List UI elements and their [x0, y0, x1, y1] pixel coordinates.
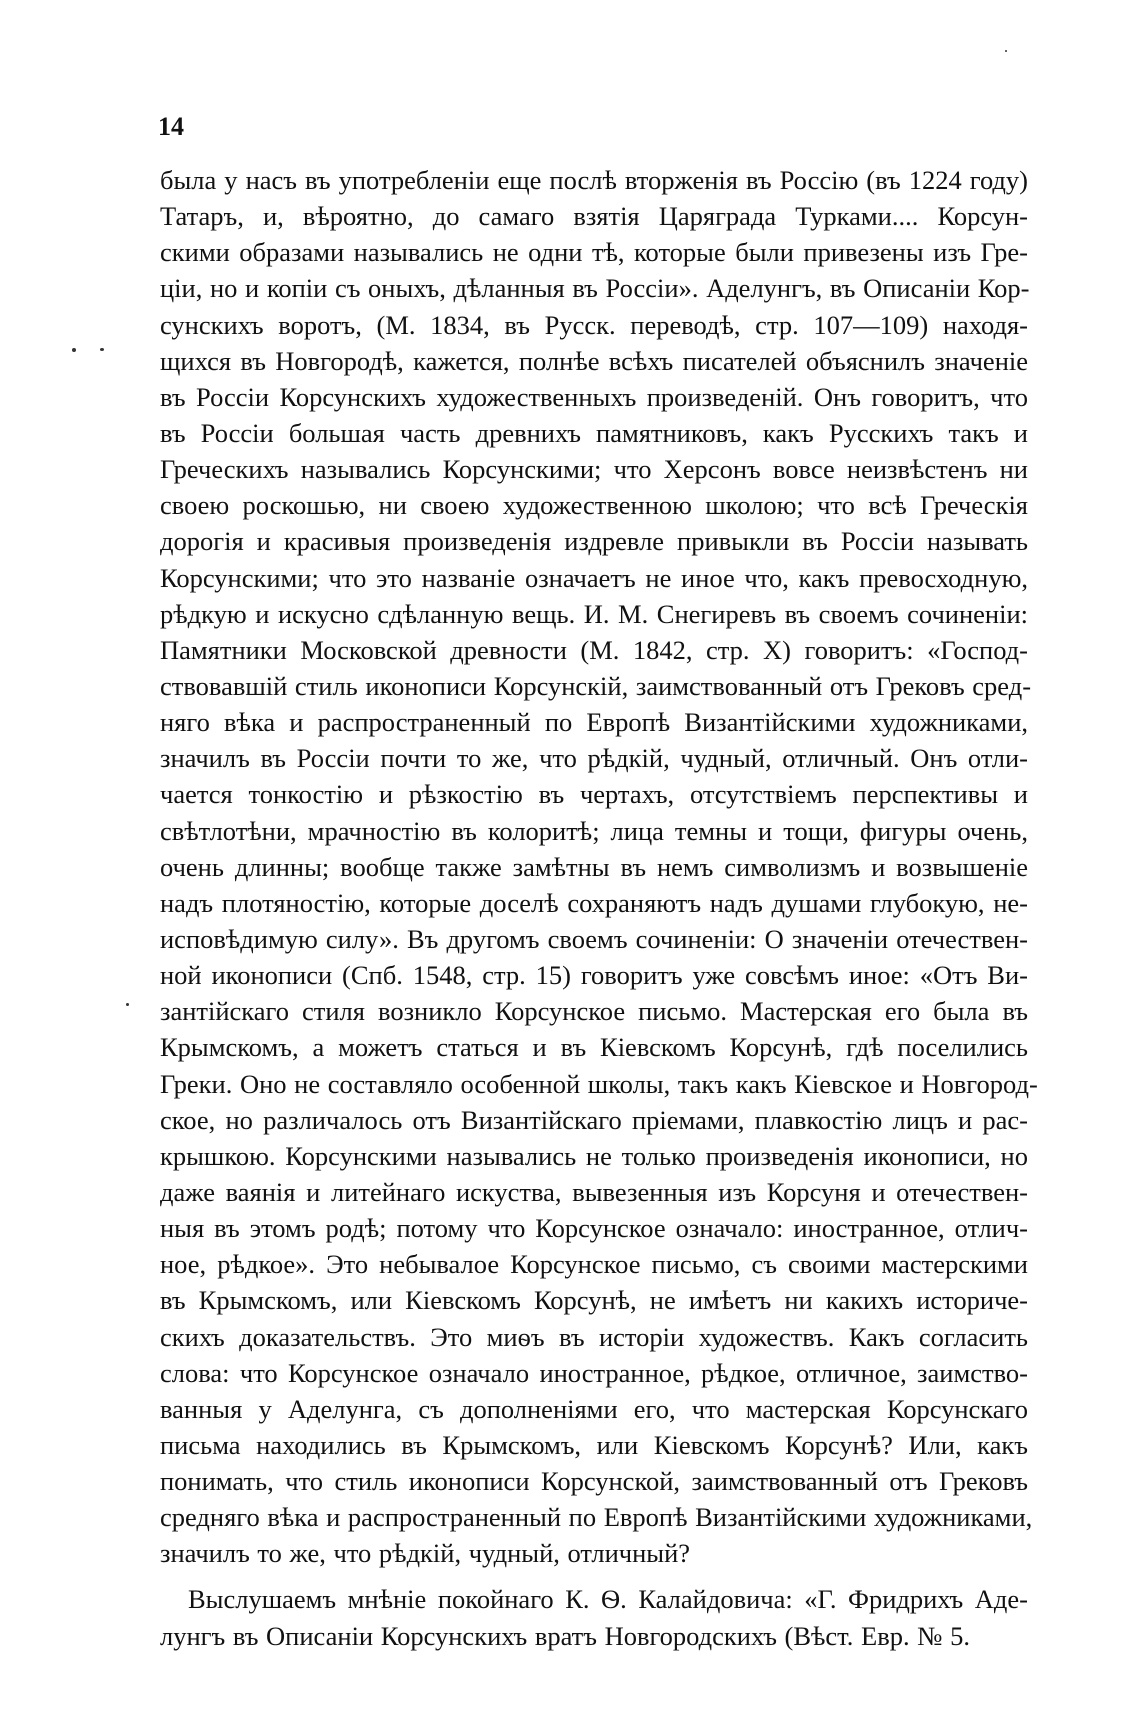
- text-line: зантійскаго стиля возникло Корсунское письмо. Мастерская его была въ: [160, 996, 1028, 1027]
- text-line: Греки. Оно не составляло особенной школы, такъ какъ Кіевское и Новгород-: [160, 1068, 1038, 1099]
- text-line: сунскихъ воротъ, (М. 1834, въ Русск. переводѣ, стр. 107—109) находя-: [160, 309, 1028, 340]
- text-line: ное, рѣдкое». Это небывалое Корсунское письмо, съ своими мастерскими: [160, 1249, 1028, 1280]
- text-line: ціи, но и копіи съ оныхъ, дѣланныя въ Россіи». Аделунгъ, въ Описаніи Кор-: [160, 273, 1030, 304]
- text-line: Греческихъ назывались Корсунскими; что Херсонъ вовсе неизвѣстенъ ни: [160, 454, 1028, 485]
- page-number: 14: [158, 112, 184, 141]
- text-line: надъ плотяностію, которые доселѣ сохраняютъ надъ душами глубокую, не-: [160, 887, 1028, 918]
- text-line: была у насъ въ употребленіи еще послѣ вторженія въ Россію (въ 1224 году): [160, 165, 1028, 195]
- scan-speck: [126, 1003, 129, 1006]
- text-line: скихъ доказательствъ. Это миѳъ въ исторіи художествъ. Какъ согласить: [160, 1321, 1028, 1352]
- text-line: свѣтлотѣни, мрачностію въ колоритѣ; лица темны и тощи, фигуры очень,: [160, 815, 1028, 846]
- text-line: Выслушаемъ мнѣніе покойнаго К. Ѳ. Калайдовича: «Г. Фридрихъ Аде-: [188, 1584, 1028, 1615]
- text-line: въ Крымскомъ, или Кіевскомъ Корсунѣ, не имѣетъ ни какихъ историче-: [160, 1285, 1028, 1316]
- text-line: крышкою. Корсунскими назывались не только произведенія иконописи, но: [160, 1140, 1028, 1171]
- text-line: исповѣдимую силу». Въ другомъ своемъ сочиненіи: О значеніи отечествен-: [160, 923, 1028, 954]
- text-line: средняго вѣка и распространенный по Европѣ Византійскими художниками,: [160, 1502, 1033, 1533]
- text-line: скими образами назывались не одни тѣ, которые были привезены изъ Гре-: [160, 237, 1028, 268]
- text-line: Крымскомъ, а можетъ статься и въ Кіевскомъ Корсунѣ, гдѣ поселились: [160, 1032, 1028, 1063]
- text-line: даже ваянія и литейнаго искуства, вывезенныя изъ Корсуня и отечествен-: [160, 1176, 1028, 1207]
- scan-speck: [100, 348, 104, 351]
- text-line: слова: что Корсунское означало иностранное, рѣдкое, отличное, заимство-: [160, 1357, 1028, 1388]
- text-line: ское, но различалось отъ Византійскаго пріемами, плавкостію лицъ и рас-: [160, 1104, 1028, 1135]
- text-line: Памятники Московской древности (М. 1842, стр. X) говоритъ: «Господ-: [160, 634, 1028, 665]
- text-line: ствовавшій стиль иконописи Корсунскій, заимствованный отъ Грековъ сред-: [160, 670, 1032, 701]
- text-line: няго вѣка и распространенный по Европѣ Византійскими художниками,: [160, 707, 1028, 738]
- text-line: очень длинны; вообще также замѣтны въ немъ символизмъ и возвышеніе: [160, 851, 1028, 882]
- scan-speck: [1005, 50, 1007, 52]
- text-line: въ Россіи большая часть древнихъ памятниковъ, какъ Русскихъ такъ и: [160, 417, 1028, 448]
- text-line: Корсунскими; что это названіе означаетъ не иное что, какъ превосходную,: [160, 562, 1028, 593]
- text-line: понимать, что стиль иконописи Корсунской, заимствованный отъ Грековъ: [160, 1466, 1028, 1497]
- scan-speck: [72, 348, 76, 352]
- text-line: рѣдкую и искусно сдѣланную вещь. И. М. Снегиревъ въ своемъ сочиненіи:: [160, 598, 1028, 629]
- text-line: ныя въ этомъ родѣ; потому что Корсунское означало: иностранное, отлич-: [160, 1213, 1028, 1244]
- text-line: чается тонкостію и рѣзкостію въ чертахъ, отсутствіемъ перспективы и: [160, 779, 1028, 810]
- text-line: Татаръ, и, вѣроятно, до самаго взятія Царяграда Турками.... Корсун-: [160, 201, 1028, 232]
- text-line: значилъ то же, что рѣдкій, чудный, отличный?: [160, 1538, 691, 1569]
- text-line: ванныя у Аделунга, съ дополненіями его, что мастерская Корсунскаго: [160, 1393, 1028, 1424]
- body-text: [160, 162, 1038, 1654]
- text-line: въ Россіи Корсунскихъ художественныхъ произведеній. Онъ говоритъ, что: [160, 381, 1028, 412]
- text-line: значилъ въ Россіи почти то же, что рѣдкій, чудный, отличный. Онъ отли-: [160, 743, 1028, 774]
- text-line: своею роскошью, ни своею художественною школою; что всѣ Греческія: [160, 490, 1028, 521]
- text-line: письма находились въ Крымскомъ, или Кіевскомъ Корсунѣ? Или, какъ: [160, 1429, 1028, 1460]
- text-line: лунгъ въ Описаніи Корсунскихъ вратъ Новгородскихъ (Вѣст. Евр. № 5.: [160, 1620, 971, 1651]
- text-line: щихся въ Новгородѣ, кажется, полнѣе всѣхъ писателей объяснилъ значеніе: [160, 345, 1028, 376]
- text-line: ной иконописи (Спб. 1548, стр. 15) говоритъ уже совсѣмъ иное: «Отъ Ви-: [160, 960, 1028, 991]
- paragraph-gap: [160, 1571, 1028, 1581]
- text-line: дорогія и красивыя произведенія издревле привыкли въ Россіи называть: [160, 526, 1028, 557]
